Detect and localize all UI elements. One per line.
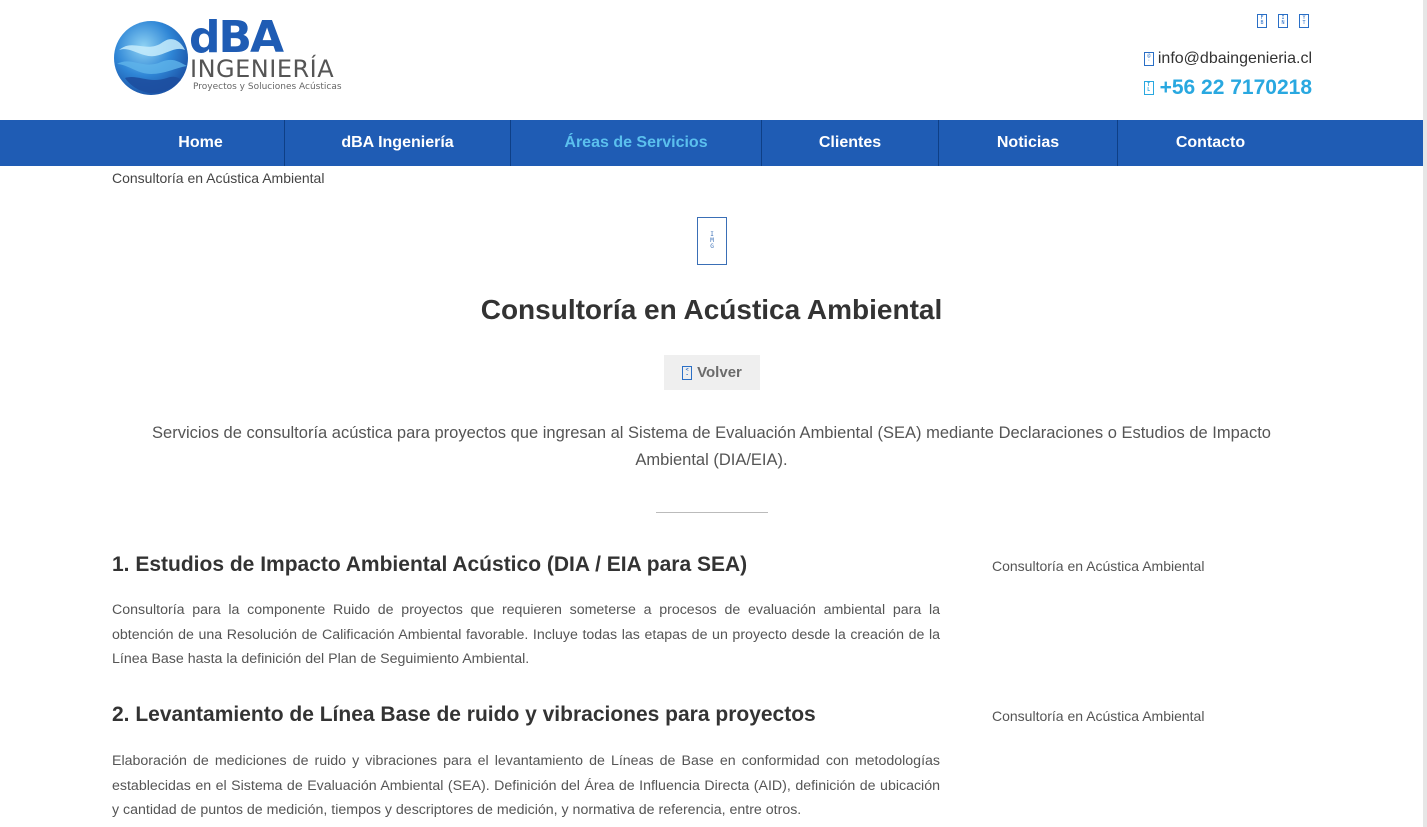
section-2-side-label: Consultoría en Acústica Ambiental (992, 708, 1205, 724)
nav-item-home[interactable]: Home (117, 120, 285, 166)
site-logo[interactable] (113, 12, 358, 98)
section-1-title: 1. Estudios de Impacto Ambiental Acústico (DIA / EIA para SEA) (112, 553, 748, 576)
youtube-icon[interactable]: Y T (1299, 14, 1309, 28)
section-2-body: Elaboración de mediciones de ruido y vibraciones para el levantamiento de Líneas de Base en conformidad con metodologías establecidas en el Sistema de Evaluación Ambiental (SEA). Definición del Área de Influencia Directa (AID), definición de ubicación y cantidad de puntos de medición, tiempos y descriptores de medición, y normativa de referencia, entre otros. (112, 753, 940, 818)
phone-text: +56 22 7170218 (1159, 76, 1312, 99)
social-links (1257, 14, 1309, 28)
arrow-left-icon: < - (682, 366, 692, 380)
nav-item-noticias[interactable]: Noticias (939, 120, 1118, 166)
breadcrumb: Consultoría en Acústica Ambiental (112, 170, 325, 186)
service-image-icon: I M G (697, 217, 727, 265)
contact-email[interactable] (1144, 50, 1312, 68)
nav-item-contacto[interactable]: Contacto (1175, 134, 1246, 151)
envelope-icon: @ · (1144, 52, 1154, 66)
site-header (0, 0, 1427, 120)
nav-item-areas-de-servicios[interactable]: Áreas de Servicios (511, 120, 762, 166)
linkedin-icon[interactable]: I N (1278, 14, 1288, 28)
logo-brand: dBA (189, 12, 283, 63)
nav-item-dba-ingenieria[interactable]: dBA Ingeniería (285, 120, 511, 166)
section-1-body: Consultoría para la componente Ruido de proyectos que requieren someterse a procesos de evaluación ambiental para la obtención de una Resolución de Calificación Ambiental favorable. Incluye todas las etapas de un proyecto desde la creación de la Línea Base hasta la definición del Plan de Seguimiento Ambiental. (112, 602, 940, 667)
back-button-label: Volver (697, 364, 742, 381)
section-divider (656, 512, 768, 513)
section-1-side-label: Consultoría en Acústica Ambiental (992, 558, 1205, 574)
back-button[interactable] (664, 355, 760, 390)
facebook-icon[interactable]: F B (1257, 14, 1267, 28)
section-2-title: 2. Levantamiento de Línea Base de ruido y vibraciones para proyectos (112, 703, 816, 726)
scrollbar-track[interactable] (1423, 0, 1427, 827)
logo-subtitle: INGENIERÍA (190, 55, 335, 83)
main-nav (0, 120, 1423, 166)
intro-text: Servicios de consultoría acústica para proyectos que ingresan al Sistema de Evaluación Ambiental (SEA) mediante Declaraciones o Estudios de Impacto Ambiental (DIA/EIA). (152, 424, 1271, 469)
logo-tagline: Proyectos y Soluciones Acústicas (193, 82, 342, 92)
page-title: Consultoría en Acústica Ambiental (480, 294, 943, 325)
contact-phone[interactable] (1144, 76, 1312, 100)
logo-wave-icon (113, 20, 189, 96)
phone-icon: T L (1144, 81, 1154, 95)
nav-item-clientes[interactable]: Clientes (762, 120, 939, 166)
email-text: info@dbaingenieria.cl (1157, 50, 1312, 67)
